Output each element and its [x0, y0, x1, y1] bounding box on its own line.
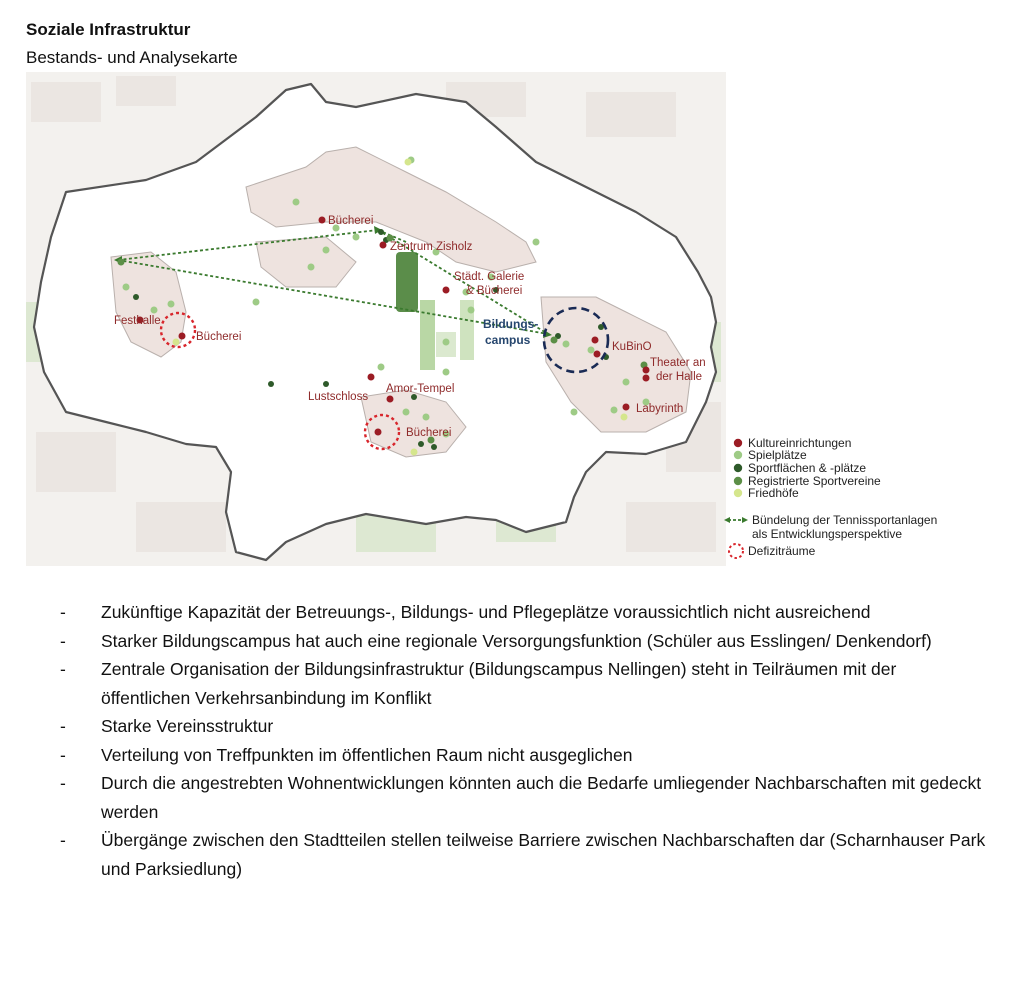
legend-medium-green-dot-icon [734, 477, 742, 485]
bullet-dash: - [60, 630, 66, 651]
legend-item-playgrounds: Spielplätze [748, 448, 807, 462]
page-subtitle: Bestands- und Analysekarte [26, 48, 238, 67]
legend-item-culture: Kultureinrichtungen [748, 436, 852, 450]
label-buecherei-west: Bücherei [196, 331, 242, 343]
list-item-text: Starke Vereinsstruktur [101, 716, 274, 736]
page-title: Soziale Infrastruktur [26, 20, 191, 39]
list-item-text: Verteilung von Treffpunkten im öffentlichen Raum nicht ausgeglichen [101, 744, 633, 765]
bullet-dash: - [60, 744, 66, 765]
list-item-text: Zukünftige Kapazität der Betreuungs-, Bildungs- und Pflegeplätze voraussichtlich nicht ausreichend [101, 602, 871, 622]
list-item [60, 712, 990, 741]
legend-arrow-head-right-icon [742, 517, 748, 523]
list-item-text: Durch die angestrebten Wohnentwicklungen könnten auch die Bedarfe umliegender Nachbarschaften mit gedeckt werden [101, 773, 982, 822]
list-item [60, 598, 990, 627]
list-item [60, 627, 990, 656]
bullet-dash: - [60, 773, 66, 793]
label-lustschloss: Lustschloss [308, 391, 369, 403]
label-kubino: KuBinO [612, 341, 652, 353]
legend [724, 436, 937, 558]
label-galerie-2: & Bücherei [466, 285, 523, 297]
campus-label-1: Bildungs- [483, 317, 539, 331]
legend-item-sports: Sportflächen & -plätze [748, 461, 867, 475]
label-zentrum-zisholz: Zentrum Zisholz [390, 241, 473, 253]
label-buecherei-north: Bücherei [328, 215, 374, 227]
legend-dark-green-dot-icon [734, 464, 742, 472]
legend-deficit-icon [729, 544, 743, 558]
legend-yellow-green-dot-icon [734, 489, 742, 497]
legend-arrow-label-2: als Entwicklungsperspektive [752, 527, 903, 541]
list-item [60, 826, 990, 883]
legend-red-dot-icon [734, 439, 742, 447]
legend-deficit-label: Defiziträume [748, 544, 816, 558]
legend-light-green-dot-icon [734, 451, 742, 459]
label-theater-1: Theater an [650, 357, 706, 369]
bullet-dash: - [60, 602, 66, 622]
label-amor-tempel: Amor-Tempel [386, 383, 455, 395]
label-theater-2: der Halle [656, 371, 703, 383]
campus-label-2: campus [485, 333, 531, 347]
legend-item-cemeteries: Friedhöfe [748, 486, 799, 500]
legend-item-clubs: Registrierte Sportvereine [748, 474, 881, 488]
analysis-map [26, 72, 966, 566]
bullet-dash: - [60, 659, 66, 679]
list-item-text: Übergänge zwischen den Stadtteilen stellen teilweise Barriere zwischen Nachbarschaften dar (Scharnhauser Park und Parksiedlung) [101, 830, 986, 879]
list-item [60, 741, 990, 770]
list-item [60, 655, 990, 712]
list-item [60, 769, 990, 826]
bullet-dash: - [60, 830, 66, 850]
list-item-text: Starker Bildungscampus hat auch eine regionale Versorgungsfunktion (Schüler aus Esslingen/ Denkendorf) [101, 630, 932, 651]
legend-arrow-label-1: Bündelung der Tennissportanlagen [752, 513, 938, 527]
label-festhalle: Festhalle [114, 315, 161, 327]
label-buecherei-south: Bücherei [406, 427, 452, 439]
list-item-text: Zentrale Organisation der Bildungsinfrastruktur (Bildungscampus Nellingen) steht in Teilräumen mit der öffentlichen Verkehrsanbindung im Konflikt [101, 659, 897, 708]
label-labyrinth: Labyrinth [636, 403, 684, 415]
bullet-dash: - [60, 716, 66, 736]
findings-list [60, 598, 990, 883]
label-galerie-1: Städt. Galerie [454, 271, 525, 283]
